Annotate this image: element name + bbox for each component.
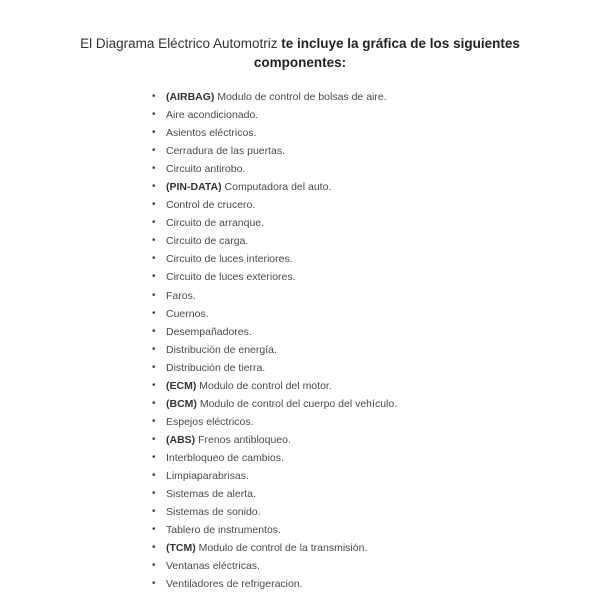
component-code: (ECM) [166,379,197,392]
component-description: Computadora del auto. [224,181,332,194]
bullet-icon: • [152,253,156,265]
component-description: Cerradura de las puertas. [166,145,286,158]
component-description: Limpiaparabrisas. [166,469,249,482]
bullet-icon: • [152,127,156,139]
bullet-icon: • [152,379,156,391]
list-item [150,124,397,142]
heading-emphasis: te incluye la gráfica de los siguientes componentes: [253,36,520,70]
component-description: Circuito de arranque. [166,217,265,230]
list-item [150,503,397,521]
list-item [150,287,397,305]
component-code: (TCM) [166,542,196,555]
bullet-icon: • [152,578,156,590]
component-description: Circuito de luces interiores. [166,253,293,266]
component-description: Frenos antibloqueo. [198,433,291,446]
component-description: Modulo de control del motor. [199,379,332,392]
bullet-icon: • [152,181,156,193]
component-code: (ABS) [166,433,196,446]
heading-intro: El Diagrama Eléctrico Automotriz [80,36,278,51]
bullet-icon: • [152,542,156,554]
component-description: Modulo de control de la transmisión. [198,542,368,555]
component-description: Desempañadores. [166,325,252,338]
component-code: (PIN-DATA) [166,181,222,194]
list-item [150,268,397,286]
bullet-icon: • [152,271,156,283]
bullet-icon: • [152,199,156,211]
bullet-icon: • [152,361,156,373]
list-item [150,485,397,503]
bullet-icon: • [152,109,156,121]
bullet-icon: • [152,235,156,247]
list-item [150,575,397,593]
bullet-icon: • [152,91,156,102]
list-item [150,449,397,467]
list-item [150,106,397,124]
bullet-icon: • [152,469,156,481]
component-description: Modulo de control de bolsas de aire. [217,91,387,103]
bullet-icon: • [152,451,156,463]
bullet-icon: • [152,343,156,355]
component-description: Espejos eléctricos. [166,415,254,428]
list-item [150,359,397,377]
list-item [150,395,397,413]
list-item [150,232,397,250]
component-description: Aire acondicionado. [166,109,259,122]
component-list [150,88,397,593]
list-item [150,413,397,431]
component-description: Modulo de control del cuerpo del vehículo. [199,397,398,410]
bullet-icon: • [152,488,156,500]
list-item [150,305,397,323]
bullet-icon: • [152,524,156,536]
bullet-icon: • [152,397,156,409]
list-item [150,377,397,395]
bullet-icon: • [152,289,156,301]
list-item [150,341,397,359]
bullet-icon: • [152,560,156,572]
list-item [150,467,397,485]
list-item [150,196,397,214]
list-item [150,88,397,106]
list-item [150,323,397,341]
component-code: (BCM) [166,397,197,410]
component-description: Faros. [166,289,196,302]
component-description: Cuernos. [166,307,209,320]
list-item [150,250,397,268]
list-item [150,142,397,160]
component-description: Ventiladores de refrigeracion. [166,578,303,591]
list-item [150,431,397,449]
bullet-icon: • [152,163,156,175]
bullet-icon: • [152,145,156,157]
component-description: Tablero de instrumentos. [166,524,281,537]
list-item [150,178,397,196]
component-description: Sistemas de alerta. [166,488,256,501]
component-description: Circuito de luces exteriores. [166,271,296,284]
list-item [150,160,397,178]
component-description: Distribución de energía. [166,343,277,356]
component-description: Interbloqueo de cambios. [166,451,284,464]
bullet-icon: • [152,433,156,445]
component-description: Sistemas de sonido. [166,506,261,519]
list-item [150,214,397,232]
bullet-icon: • [152,217,156,229]
page-heading [60,34,540,72]
component-description: Circuito antirobo. [166,163,246,176]
component-description: Control de crucero. [166,199,256,212]
list-item [150,521,397,539]
list-item [150,557,397,575]
component-description: Ventanas eléctricas. [166,560,260,573]
component-code: (AIRBAG) [166,91,215,103]
bullet-icon: • [152,415,156,427]
bullet-icon: • [152,325,156,337]
component-description: Distribución de tierra. [166,361,266,374]
component-description: Asientos eléctricos. [166,127,257,140]
component-description: Circuito de carga. [166,235,249,248]
bullet-icon: • [152,307,156,319]
list-item [150,539,397,557]
bullet-icon: • [152,506,156,518]
